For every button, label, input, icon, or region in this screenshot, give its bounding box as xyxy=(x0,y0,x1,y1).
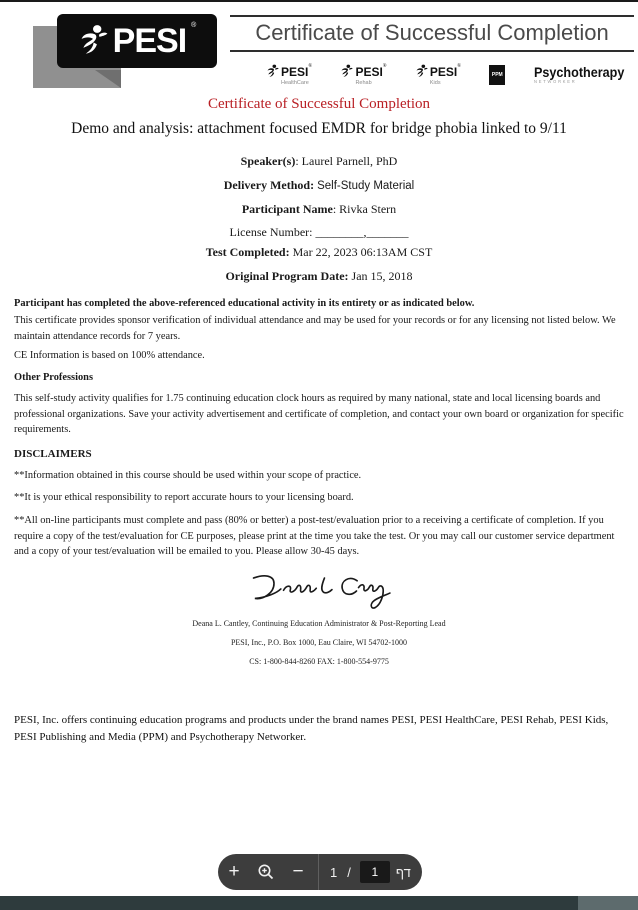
speaker-field xyxy=(0,154,638,169)
pesi-kids-logo xyxy=(415,64,461,87)
participant-name-field xyxy=(0,202,638,217)
pesi-healthcare-logo xyxy=(266,64,312,87)
ppm-logo xyxy=(489,65,505,85)
pesi-runner-icon xyxy=(415,64,428,79)
test-completed-value: Mar 22, 2023 06:13AM CST xyxy=(292,245,433,259)
other-professions-heading: Other Professions xyxy=(14,372,93,383)
psychotherapy-networker-logo xyxy=(534,65,624,85)
disclaimer-online-participants: **All on-line participants must complete and pass (80% or better) a post-test/evaluation prior to a receiving a certificate of completion. If you require a copy of the test/evaluation for CE purposes, please print at the time you take the test. Or you may call our customer service department and a copy of your test/evaluation will be emailed to you. Please allow 30-45 days. xyxy=(14,515,615,558)
brand-sub: HealthCare xyxy=(281,79,309,86)
page-label: דף xyxy=(395,864,411,880)
pesi-rehab-logo xyxy=(340,64,386,87)
bottom-system-bar xyxy=(0,896,638,910)
pesi-logo-fold xyxy=(95,70,121,88)
toolbar-divider xyxy=(318,854,319,890)
brand-sub: NETWORKER xyxy=(533,79,577,85)
field-sep: : xyxy=(295,154,302,168)
original-program-date-label: Original Program Date: xyxy=(225,269,349,283)
brand-name: PESI xyxy=(429,64,458,79)
pesi-logo xyxy=(57,14,217,68)
disclaimer-accurate-hours: **It is your ethical responsibility to report accurate hours to your licensing board. xyxy=(14,492,354,503)
page-number-input[interactable] xyxy=(360,861,390,883)
disclaimer-scope: **Information obtained in this course should be used within your scope of practice. xyxy=(14,470,362,481)
verification-paragraph: This certificate provides sponsor verification of individual attendance and may be used for your records or for any licensing not listed below. We maintain attendance records for 7 years. xyxy=(14,315,616,342)
completion-statement: Participant has completed the above-referenced educational activity in its entirety or as indicated below. xyxy=(14,298,475,309)
pesi-runner-icon xyxy=(266,64,279,79)
signatory-name-line: Deana L. Cantley, Continuing Education Administrator & Post-Reporting Lead xyxy=(192,619,446,628)
test-completed-label: Test Completed: xyxy=(205,245,290,259)
field-sep: : xyxy=(332,202,340,216)
ce-information-line: CE Information is based on 100% attendance. xyxy=(14,350,205,361)
pdf-viewer-toolbar xyxy=(218,854,422,890)
pesi-logo-text: PESI xyxy=(112,22,187,60)
license-number-field xyxy=(0,225,638,240)
speaker-label: Speaker(s) xyxy=(240,154,296,168)
magnifier-plus-icon xyxy=(257,863,275,881)
pesi-logo-reg: ® xyxy=(191,22,197,29)
brand-reg: ® xyxy=(457,63,462,69)
self-study-paragraph: This self-study activity qualifies for 1.75 continuing education clock hours as required by many national, state and local licensing boards and professional organizations. Save your activity advertisement and certificate of completion, and contact your own board or organization for specific requirements. xyxy=(14,393,624,436)
contact-phone-line: CS: 1-800-844-8260 FAX: 1-800-554-9775 xyxy=(249,657,389,666)
original-program-date-field xyxy=(0,269,638,284)
zoom-tool-button[interactable] xyxy=(250,854,282,890)
original-program-date-value: Jan 15, 2018 xyxy=(351,269,413,283)
license-number-label: License Number: xyxy=(229,225,313,239)
certificate-title: Certificate of Successful Completion xyxy=(207,96,431,112)
signature-script xyxy=(0,565,638,617)
brand-reg: ® xyxy=(382,63,387,69)
zoom-out-button[interactable]: − xyxy=(282,854,314,890)
pesi-runner-icon xyxy=(340,64,353,79)
delivery-method-field xyxy=(0,178,638,193)
participant-name-label: Participant Name xyxy=(241,202,333,216)
brand-sub: Kids xyxy=(429,79,441,86)
company-address-line: PESI, Inc., P.O. Box 1000, Eau Claire, WI 54702-1000 xyxy=(230,638,408,647)
delivery-method-label: Delivery Method: xyxy=(223,178,315,192)
zoom-in-button[interactable]: + xyxy=(218,854,250,890)
brand-name: PESI xyxy=(281,64,309,79)
bottom-system-bar-segment xyxy=(578,896,638,910)
header-banner-title: Certificate of Successful Completion xyxy=(255,20,609,45)
course-title: Demo and analysis: attachment focused EMDR for bridge phobia linked to 9/11 xyxy=(71,120,567,137)
brand-sub: Rehab xyxy=(355,79,372,86)
brand-name: PESI xyxy=(355,64,383,79)
delivery-method-value: Self-Study Material xyxy=(317,180,415,192)
participant-name-value: Rivka Stern xyxy=(339,202,397,216)
brand-reg: ® xyxy=(308,63,313,69)
license-number-value: ________,_______ xyxy=(315,225,409,239)
ppm-logo-text: PPM xyxy=(491,71,503,78)
page-count: 1 xyxy=(330,864,338,880)
test-completed-field xyxy=(0,245,638,260)
page-top-border xyxy=(0,0,638,2)
brand-footer-note: PESI, Inc. offers continuing education programs and products under the brand names PESI, PESI HealthCare, PESI Rehab, PESI Kids, PESI Publishing and Media (PPM) and Psychotherapy Networker. xyxy=(14,714,609,743)
disclaimers-heading: DISCLAIMERS xyxy=(14,448,92,460)
header-banner xyxy=(230,15,634,52)
pesi-runner-icon xyxy=(78,24,108,58)
speaker-value: Laurel Parnell, PhD xyxy=(301,154,398,168)
brand-name: Psychotherapy xyxy=(533,64,624,81)
page-separator: / xyxy=(347,864,351,880)
brand-logos-row xyxy=(266,60,634,90)
